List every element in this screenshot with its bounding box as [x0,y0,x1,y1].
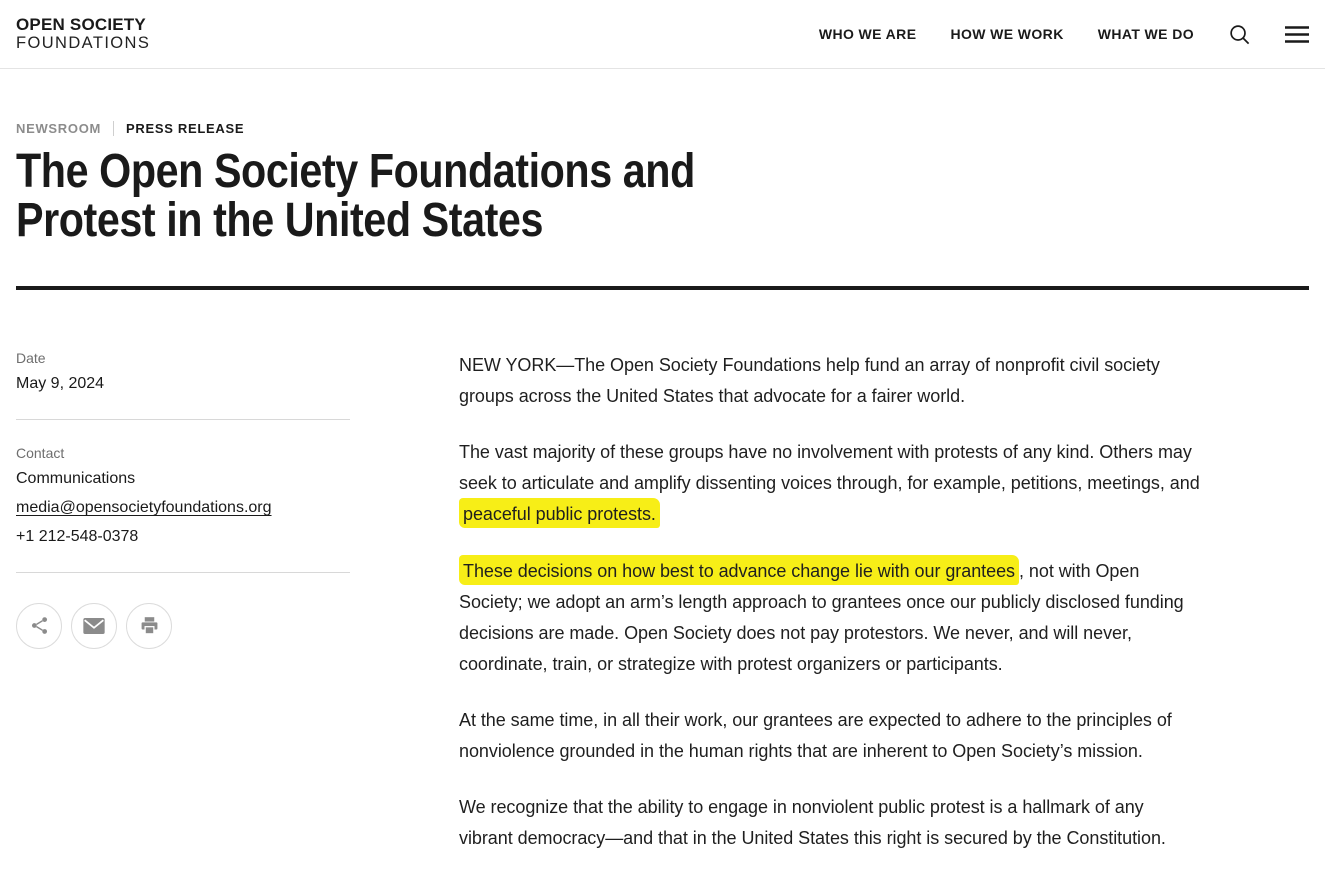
body-paragraph [459,705,1201,767]
paragraph-text: The vast majority of these groups have no involvement with protests of any kind. Others may seek to articulate and amplify dissenting voices through, for example, petitions, meetings, and [459,442,1200,494]
nav-item-who-we-are[interactable]: WHO WE ARE [818,26,917,42]
title-divider-rule [16,286,1309,290]
article-body [459,350,1201,880]
envelope-icon [83,618,105,634]
body-paragraph [459,792,1201,854]
page-title [16,145,1128,247]
paragraph-text: , not with Open Society; we adopt an arm’s length approach to grantees once our publicly disclosed funding decisions are made. Open Society does not pay protestors. We never, and will never, coordinate, train, or strategize with protest organizers or participants. [459,560,1184,674]
contact-label: Contact [16,444,65,461]
site-logo[interactable] [16,15,150,53]
share-button-row [16,603,350,649]
share-nodes-icon [30,616,49,635]
article-meta-sidebar [16,350,350,649]
nav-item-how-we-work[interactable]: HOW WE WORK [950,26,1064,42]
body-paragraph [459,437,1201,530]
breadcrumb [16,121,1309,136]
body-paragraph [459,350,1201,412]
breadcrumb-divider [113,121,114,136]
logo-line-1: OPEN SOCIETY [16,15,146,35]
sidebar-divider-2 [16,572,350,573]
breadcrumb-press-release: PRESS RELEASE [126,121,245,136]
highlighted-text: peaceful public protests. [459,498,660,528]
primary-nav [819,23,1309,46]
logo-line-2: FOUNDATIONS [16,34,151,53]
contact-email-link[interactable]: media@opensocietyfoundations.org [16,498,272,516]
paragraph-text: We recognize that the ability to engage in nonviolent public protest is a hallmark of any vibrant democracy—and that in the United States this right is secured by the Constitution. [459,797,1166,849]
page-title-line-1: The Open Society Foundations and [16,145,695,198]
highlighted-text: These decisions on how best to advance change lie with our grantees [459,555,1019,585]
search-button[interactable] [1228,23,1251,46]
paragraph-text: At the same time, in all their work, our grantees are expected to adhere to the principles of nonviolence grounded in the human rights that are inherent to Open Society’s mission. [459,710,1172,762]
contact-phone: +1 212-548-0378 [16,527,139,545]
breadcrumb-newsroom[interactable]: NEWSROOM [16,121,102,136]
page-title-line-2: Protest in the United States [16,193,543,247]
paragraph-text: NEW YORK—The Open Society Foundations help fund an array of nonprofit civil society groups across the United States that advocate for a fairer world. [459,354,1160,407]
printer-icon [140,616,159,635]
hamburger-icon [1285,26,1309,43]
print-button[interactable] [126,603,172,649]
site-header [0,0,1325,69]
search-icon [1228,23,1251,46]
content-area [0,350,1325,880]
date-label: Date [16,349,46,366]
date-value: May 9, 2024 [16,374,105,392]
share-button[interactable] [16,603,62,649]
contact-name: Communications [16,469,136,487]
menu-button[interactable] [1285,26,1309,43]
sidebar-divider [16,419,350,420]
body-paragraph [459,556,1201,681]
email-share-button[interactable] [71,603,117,649]
nav-item-what-we-do[interactable]: WHAT WE DO [1097,26,1194,42]
